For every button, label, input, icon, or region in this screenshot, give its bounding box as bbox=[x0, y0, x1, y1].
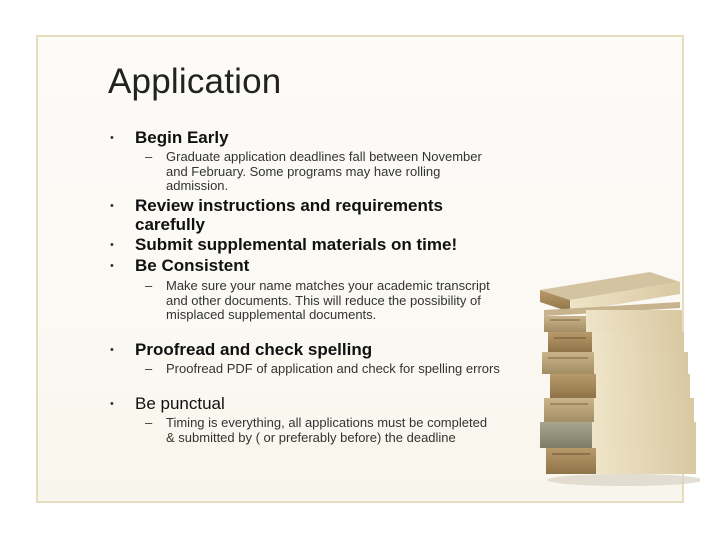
sub-bullet-deadlines: Graduate application deadlines fall between November and February. Some programs may have rolling admission. bbox=[166, 149, 482, 194]
bullet-glyph: • bbox=[110, 132, 114, 144]
bullet-glyph: • bbox=[110, 200, 114, 212]
slide-title: Application bbox=[108, 62, 282, 101]
bullet-glyph: • bbox=[110, 260, 114, 272]
sub-bullet-timing: Timing is everything, all applications must be completed & submitted by ( or preferably before) the deadline bbox=[166, 415, 488, 445]
bullet-glyph: • bbox=[110, 344, 114, 356]
bullet-proofread: Proofread and check spelling bbox=[135, 340, 373, 359]
bullet-submit-materials: Submit supplemental materials on time! bbox=[135, 235, 458, 254]
book-3 bbox=[548, 332, 684, 352]
book-stack-illustration bbox=[530, 268, 700, 488]
bullet-glyph: • bbox=[110, 398, 114, 410]
bullet-be-punctual: Be punctual bbox=[135, 394, 225, 413]
bullet-be-consistent: Be Consistent bbox=[135, 256, 250, 275]
sub-bullet-proofread-pdf: Proofread PDF of application and check for spelling errors bbox=[166, 361, 500, 376]
dash-glyph: – bbox=[145, 415, 153, 430]
book-4 bbox=[542, 352, 688, 374]
bullet-begin-early: Begin Early bbox=[135, 128, 229, 147]
book-5 bbox=[550, 374, 690, 398]
book-7 bbox=[540, 422, 696, 448]
bullet-glyph: • bbox=[110, 239, 114, 251]
book-6 bbox=[544, 398, 694, 422]
sub-bullet-consistency: Make sure your name matches your academic transcript and other documents. This will reduce the possibility of misplaced supplemental documents. bbox=[166, 278, 490, 323]
dash-glyph: – bbox=[145, 361, 153, 376]
dash-glyph: – bbox=[145, 149, 153, 164]
bullet-review-instructions: Review instructions and requirements carefully bbox=[135, 196, 443, 234]
dash-glyph: – bbox=[145, 278, 153, 293]
book-8 bbox=[546, 448, 696, 474]
